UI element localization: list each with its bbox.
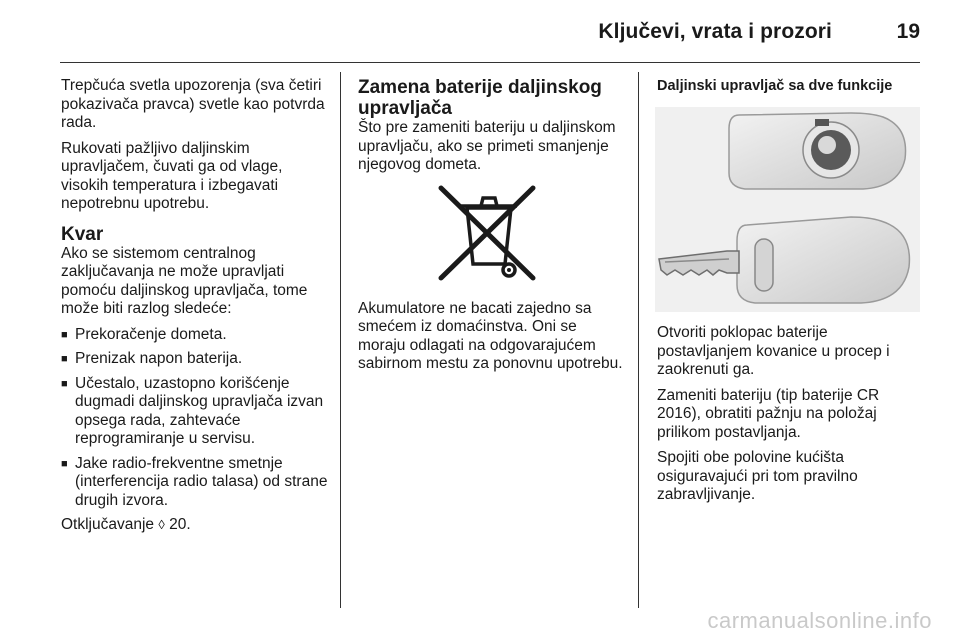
list-item: ■ Prenizak napon baterija. [61,350,243,367]
cross-reference-text: Otključavanje [61,516,155,533]
paragraph-close-housing: Spojiti obe polovine kućišta osiguravajući pri tom pravilno zabravljivanje. [657,449,858,503]
bullet-square-icon: ■ [61,457,68,470]
page-header [60,0,920,63]
column-divider-left [340,72,341,608]
paragraph-replace-battery: Što pre zameniti bateriju u daljinskom upravljaču, ako se primeti smanjenje njegovog dometa. [358,119,616,173]
paragraph-hazard-lights: Trepčuća svetla upozorenja (sva četiri pokazivača pravca) svetle kao potvrda rada. [61,77,325,131]
bullet-square-icon: ■ [61,377,68,390]
list-item: ■ Jake radio-frekventne smetnje (interferencija radio talasa) od strane drugih izvora. [61,454,328,509]
paragraph-open-cover: Otvoriti poklopac baterije postavljanjem kovanice u procep i zaokrenuti ga. [657,324,890,378]
remote-key-illustration-icon [655,107,920,312]
cross-reference-page[interactable]: 20. [169,516,191,533]
paragraph-replace-battery-type: Zameniti bateriju (tip baterije CR 2016), obratiti pažnju na položaj prilikom postavljanja. [657,386,880,441]
column-divider-right [638,72,639,608]
column-left [61,77,329,542]
watermark: carmanualsonline.info [707,608,932,633]
heading-fault: Kvar [61,223,104,245]
page-reference-arrow-icon: ◊ [158,517,165,532]
heading-two-function-remote: Daljinski upravljač sa dve funkcije [657,78,893,94]
paragraph-handle-care: Rukovati pažljivo daljinskim upravljačem, čuvati ga od vlage, visokih temperatura i izbegavati nepotrebnu upotrebu. [61,139,283,212]
column-middle [358,77,628,381]
crossed-out-wheelie-bin-icon [433,182,545,290]
fault-causes-list [61,326,329,511]
page-title: Ključevi, vrata i prozori [598,20,832,43]
cross-reference [61,516,329,535]
paragraph-disposal: Akumulatore ne bacati zajedno sa smećem iz domaćinstva. Oni se moraju odlagati na odgovarajućem sabirnom mestu za ponovnu upotrebu. [358,299,623,372]
list-item: ■ Prekoračenje dometa. [61,325,227,343]
list-item: ■ Učestalo, uzastopno korišćenje dugmadi daljinskog upravljača izvan opsega rada, zahtevaće reprogramiranje u servisu. [61,374,324,447]
bullet-square-icon: ■ [61,353,68,365]
heading-battery-replacement: Zamena baterije daljinskog upravljača [358,77,602,119]
column-right [657,77,925,512]
paragraph-fault-intro: Ako se sistemom centralnog zaključavanja ne može upravljati pomoću daljinskog upravljača, tome može biti razlog sledeće: [61,244,308,317]
page-number: 19 [896,20,920,43]
bullet-square-icon: ■ [61,328,68,341]
